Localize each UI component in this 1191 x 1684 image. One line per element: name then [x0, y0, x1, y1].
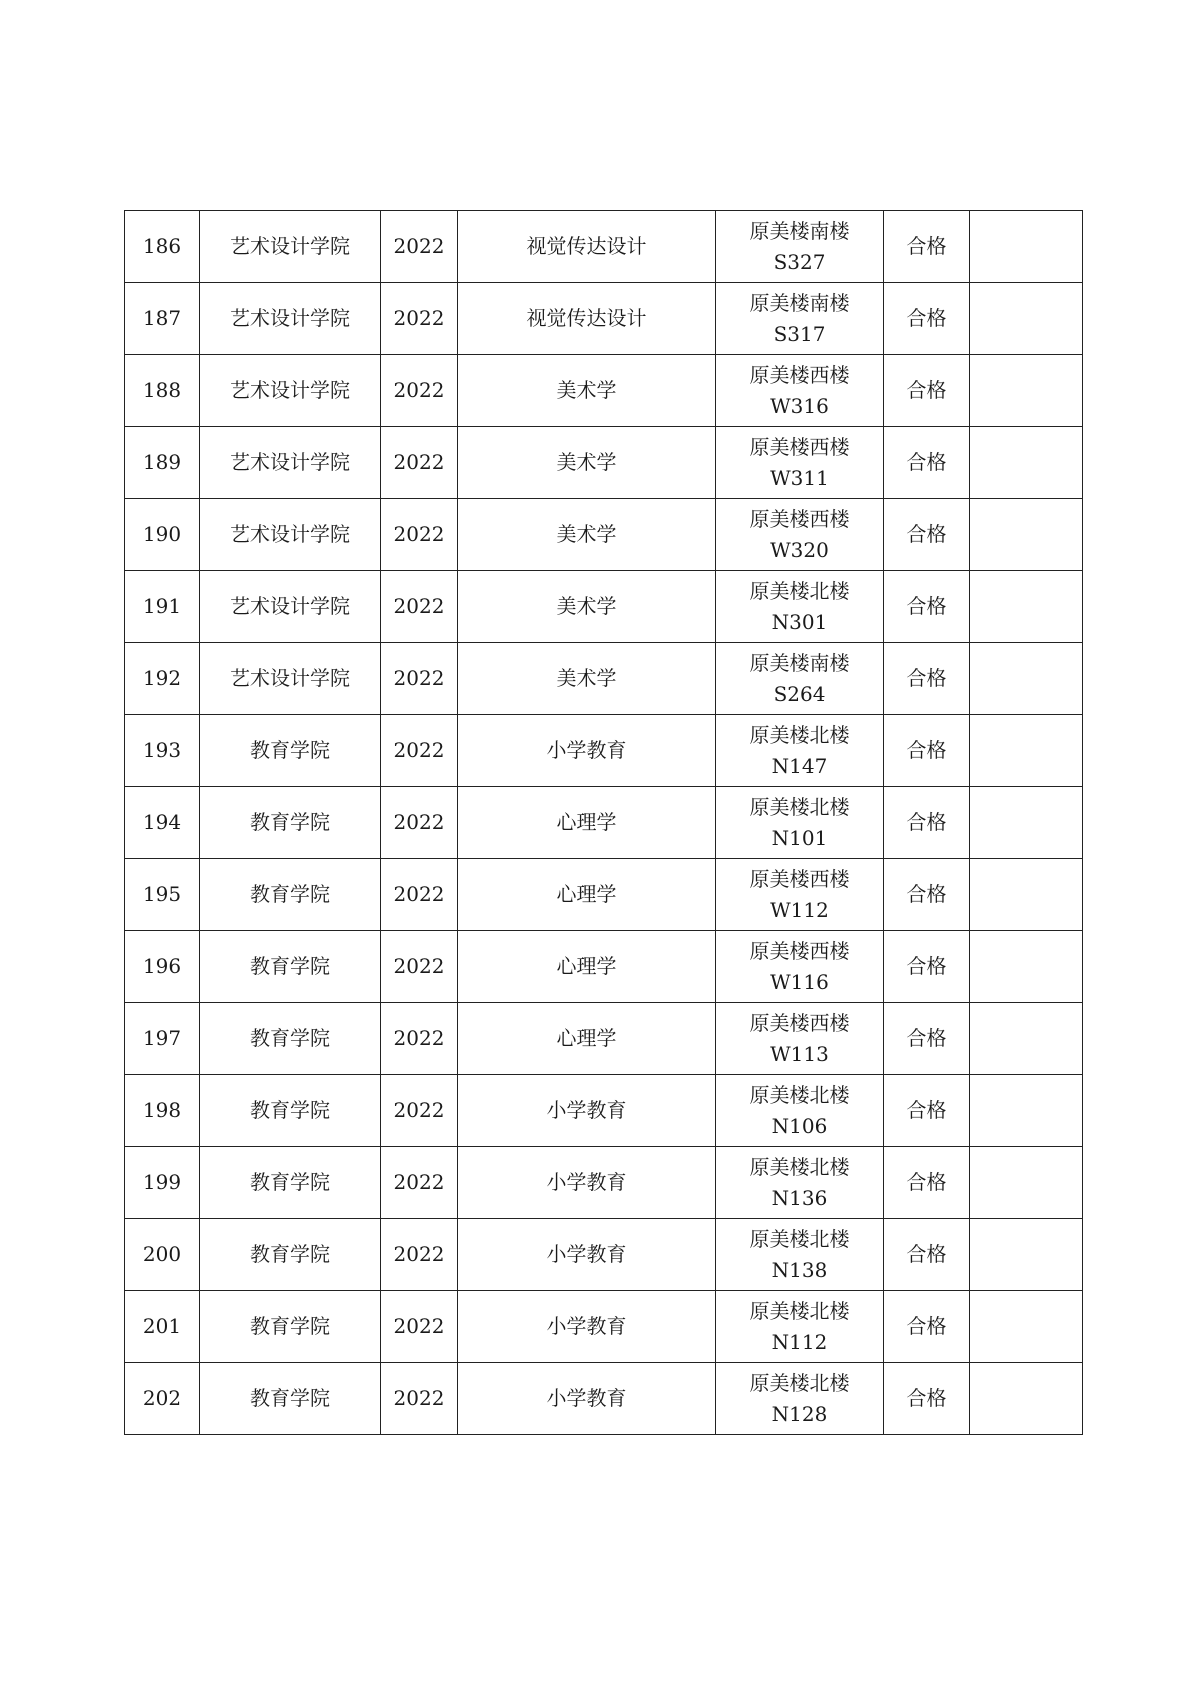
cell-room [716, 1291, 884, 1363]
table-row [125, 787, 1083, 859]
cell-note [970, 1075, 1083, 1147]
cell-year: 2022 [381, 1219, 458, 1291]
cell-year: 2022 [381, 427, 458, 499]
table-row [125, 715, 1083, 787]
table-row [125, 1219, 1083, 1291]
table-row [125, 931, 1083, 1003]
table-row [125, 643, 1083, 715]
cell-college: 教育学院 [200, 859, 381, 931]
cell-note [970, 427, 1083, 499]
room-building: 原美楼西楼 [749, 938, 850, 963]
room-number: S264 [773, 681, 826, 706]
cell-year: 2022 [381, 1363, 458, 1435]
cell-major: 小学教育 [458, 1075, 716, 1147]
cell-result: 合格 [884, 1003, 970, 1075]
room-number: N147 [771, 753, 828, 778]
table-row [125, 1291, 1083, 1363]
cell-college: 教育学院 [200, 1291, 381, 1363]
room-building: 原美楼南楼 [749, 290, 850, 315]
cell-note [970, 499, 1083, 571]
cell-major: 美术学 [458, 499, 716, 571]
room-number: W112 [770, 897, 829, 922]
room-number: W311 [770, 465, 829, 490]
cell-no: 194 [125, 787, 200, 859]
cell-no: 201 [125, 1291, 200, 1363]
cell-college: 教育学院 [200, 715, 381, 787]
table-body [125, 211, 1083, 1435]
cell-year: 2022 [381, 1003, 458, 1075]
cell-note [970, 211, 1083, 283]
dormitory-inspection-table [124, 210, 1083, 1435]
room-building: 原美楼西楼 [749, 506, 850, 531]
cell-no: 186 [125, 211, 200, 283]
table-row [125, 283, 1083, 355]
cell-no: 192 [125, 643, 200, 715]
cell-note [970, 715, 1083, 787]
cell-major: 视觉传达设计 [458, 211, 716, 283]
room-building: 原美楼北楼 [749, 1298, 850, 1323]
cell-note [970, 1363, 1083, 1435]
cell-room [716, 643, 884, 715]
cell-room [716, 931, 884, 1003]
room-number: N101 [771, 825, 828, 850]
cell-note [970, 859, 1083, 931]
cell-note [970, 931, 1083, 1003]
cell-room [716, 283, 884, 355]
cell-major: 小学教育 [458, 1363, 716, 1435]
cell-result: 合格 [884, 571, 970, 643]
cell-college: 艺术设计学院 [200, 283, 381, 355]
cell-year: 2022 [381, 571, 458, 643]
cell-room [716, 1219, 884, 1291]
table-row [125, 427, 1083, 499]
room-building: 原美楼北楼 [749, 578, 850, 603]
room-building: 原美楼西楼 [749, 1010, 850, 1035]
cell-note [970, 643, 1083, 715]
cell-room [716, 571, 884, 643]
cell-result: 合格 [884, 931, 970, 1003]
cell-no: 199 [125, 1147, 200, 1219]
cell-no: 188 [125, 355, 200, 427]
room-building: 原美楼西楼 [749, 866, 850, 891]
cell-major: 美术学 [458, 355, 716, 427]
cell-no: 189 [125, 427, 200, 499]
cell-no: 197 [125, 1003, 200, 1075]
cell-no: 196 [125, 931, 200, 1003]
table-row [125, 355, 1083, 427]
cell-result: 合格 [884, 859, 970, 931]
room-building: 原美楼北楼 [749, 1154, 850, 1179]
cell-year: 2022 [381, 643, 458, 715]
room-building: 原美楼西楼 [749, 434, 850, 459]
room-building: 原美楼北楼 [749, 1370, 850, 1395]
cell-college: 教育学院 [200, 931, 381, 1003]
cell-major: 小学教育 [458, 1291, 716, 1363]
room-building: 原美楼南楼 [749, 218, 850, 243]
cell-note [970, 571, 1083, 643]
room-number: W320 [770, 537, 829, 562]
room-number: N136 [771, 1185, 828, 1210]
cell-college: 艺术设计学院 [200, 571, 381, 643]
table-row [125, 499, 1083, 571]
cell-result: 合格 [884, 1219, 970, 1291]
cell-year: 2022 [381, 1075, 458, 1147]
cell-major: 心理学 [458, 931, 716, 1003]
cell-no: 195 [125, 859, 200, 931]
cell-year: 2022 [381, 283, 458, 355]
cell-major: 美术学 [458, 427, 716, 499]
cell-result: 合格 [884, 787, 970, 859]
cell-room [716, 859, 884, 931]
cell-room [716, 211, 884, 283]
cell-result: 合格 [884, 283, 970, 355]
room-number: W113 [770, 1041, 829, 1066]
cell-no: 191 [125, 571, 200, 643]
room-number: S327 [773, 249, 826, 274]
cell-result: 合格 [884, 643, 970, 715]
cell-major: 小学教育 [458, 715, 716, 787]
cell-major: 小学教育 [458, 1147, 716, 1219]
cell-year: 2022 [381, 211, 458, 283]
room-building: 原美楼北楼 [749, 1082, 850, 1107]
cell-no: 200 [125, 1219, 200, 1291]
cell-note [970, 355, 1083, 427]
cell-college: 教育学院 [200, 1075, 381, 1147]
cell-year: 2022 [381, 355, 458, 427]
cell-college: 艺术设计学院 [200, 355, 381, 427]
table-row [125, 1147, 1083, 1219]
cell-room [716, 715, 884, 787]
cell-room [716, 1147, 884, 1219]
cell-college: 教育学院 [200, 1003, 381, 1075]
cell-college: 教育学院 [200, 1363, 381, 1435]
room-number: N301 [771, 609, 828, 634]
room-number: N138 [771, 1257, 828, 1282]
room-building: 原美楼北楼 [749, 1226, 850, 1251]
room-number: N128 [771, 1401, 828, 1426]
room-building: 原美楼西楼 [749, 362, 850, 387]
cell-no: 193 [125, 715, 200, 787]
cell-major: 视觉传达设计 [458, 283, 716, 355]
cell-college: 教育学院 [200, 1147, 381, 1219]
cell-year: 2022 [381, 931, 458, 1003]
cell-college: 艺术设计学院 [200, 643, 381, 715]
table-row [125, 211, 1083, 283]
cell-note [970, 1291, 1083, 1363]
room-number: N112 [771, 1329, 828, 1354]
cell-room [716, 355, 884, 427]
table-row [125, 859, 1083, 931]
cell-note [970, 1003, 1083, 1075]
cell-college: 艺术设计学院 [200, 499, 381, 571]
cell-no: 187 [125, 283, 200, 355]
cell-room [716, 787, 884, 859]
cell-result: 合格 [884, 499, 970, 571]
dormitory-inspection-table-page [124, 210, 1083, 1435]
cell-result: 合格 [884, 1363, 970, 1435]
cell-note [970, 283, 1083, 355]
room-building: 原美楼北楼 [749, 722, 850, 747]
cell-result: 合格 [884, 211, 970, 283]
cell-major: 美术学 [458, 643, 716, 715]
cell-room [716, 1075, 884, 1147]
room-building: 原美楼南楼 [749, 650, 850, 675]
cell-no: 202 [125, 1363, 200, 1435]
cell-college: 教育学院 [200, 1219, 381, 1291]
room-number: N106 [771, 1113, 828, 1138]
cell-year: 2022 [381, 787, 458, 859]
cell-year: 2022 [381, 1291, 458, 1363]
room-number: W116 [770, 969, 829, 994]
cell-result: 合格 [884, 715, 970, 787]
cell-major: 小学教育 [458, 1219, 716, 1291]
cell-room [716, 499, 884, 571]
cell-room [716, 1363, 884, 1435]
cell-major: 心理学 [458, 787, 716, 859]
cell-college: 教育学院 [200, 787, 381, 859]
cell-major: 心理学 [458, 1003, 716, 1075]
cell-result: 合格 [884, 427, 970, 499]
cell-major: 心理学 [458, 859, 716, 931]
cell-result: 合格 [884, 1075, 970, 1147]
cell-room [716, 1003, 884, 1075]
table-row [125, 1363, 1083, 1435]
cell-college: 艺术设计学院 [200, 427, 381, 499]
cell-result: 合格 [884, 355, 970, 427]
table-row [125, 1003, 1083, 1075]
room-building: 原美楼北楼 [749, 794, 850, 819]
cell-year: 2022 [381, 859, 458, 931]
table-row [125, 571, 1083, 643]
cell-result: 合格 [884, 1291, 970, 1363]
room-number: S317 [773, 321, 826, 346]
cell-college: 艺术设计学院 [200, 211, 381, 283]
cell-result: 合格 [884, 1147, 970, 1219]
cell-year: 2022 [381, 499, 458, 571]
cell-note [970, 1219, 1083, 1291]
room-number: W316 [770, 393, 829, 418]
cell-room [716, 427, 884, 499]
table-row [125, 1075, 1083, 1147]
cell-year: 2022 [381, 1147, 458, 1219]
cell-no: 190 [125, 499, 200, 571]
cell-note [970, 1147, 1083, 1219]
cell-note [970, 787, 1083, 859]
cell-no: 198 [125, 1075, 200, 1147]
cell-major: 美术学 [458, 571, 716, 643]
cell-year: 2022 [381, 715, 458, 787]
